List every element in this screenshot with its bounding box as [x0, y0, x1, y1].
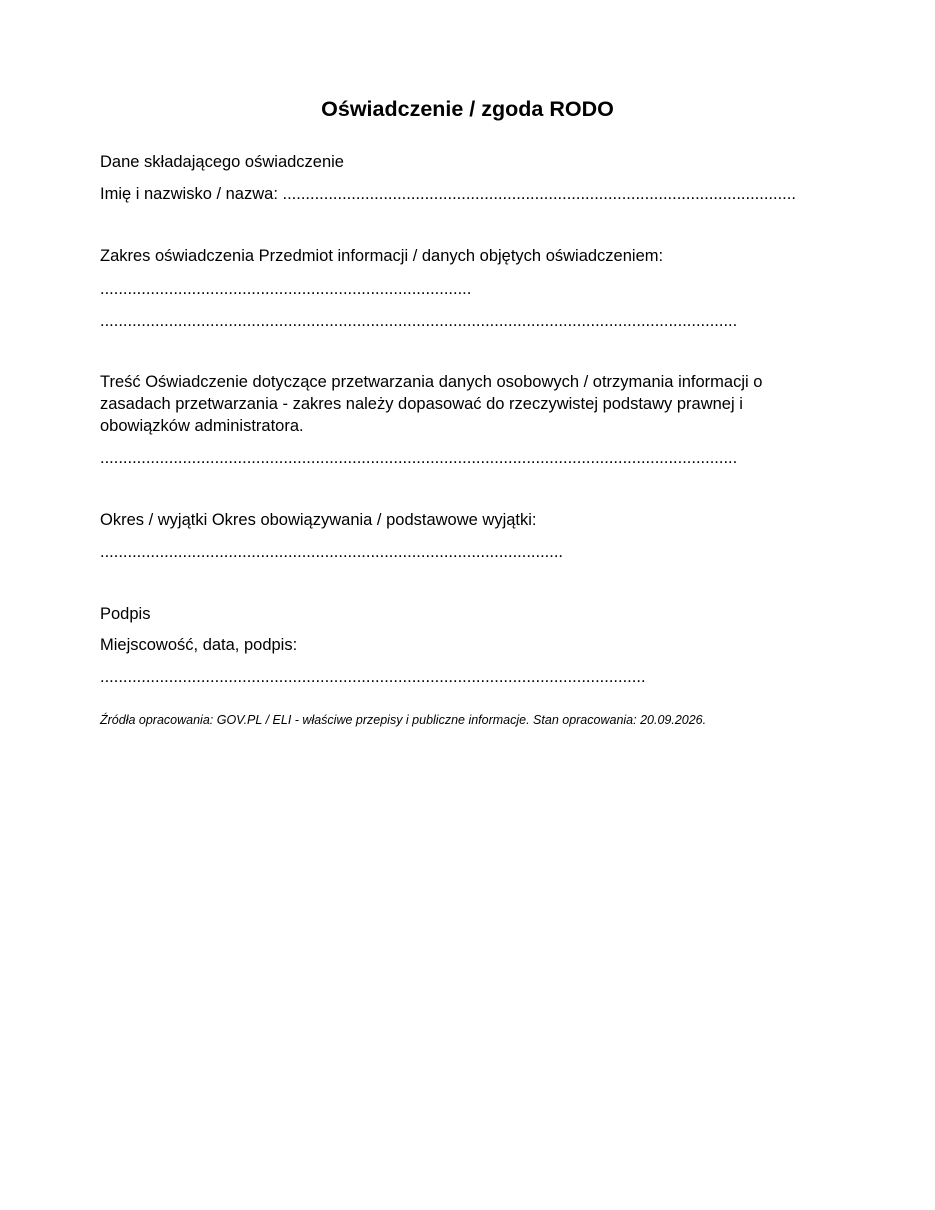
content-dots-line: ........................................................................................................................................... — [100, 449, 738, 467]
scope-dots-line-1: ................................................................................. — [100, 280, 472, 298]
name-field-line: Imię i nazwisko / nazwa: ................................................................................................................ — [100, 185, 796, 203]
signature-dots-line: ....................................................................................................................... — [100, 668, 646, 686]
content-paragraph: Treść Oświadczenie dotyczące przetwarzania danych osobowych / otrzymania informacji o zasadach przetwarzania - zakres należy dopasować do rzeczywistej podstawy prawnej i obowiązków administratora. — [100, 373, 763, 435]
party-heading: Dane składającego oświadczenie — [100, 153, 344, 171]
signature-heading: Podpis — [100, 605, 151, 623]
period-heading: Okres / wyjątki Okres obowiązywania / podstawowe wyjątki: — [100, 511, 537, 529]
sources-footnote: Źródła opracowania: GOV.PL / ELI - właściwe przepisy i publiczne informacje. Stan opracowania: 20.09.2026. — [100, 713, 707, 727]
period-dots-line: ..................................................................................................... — [100, 543, 564, 561]
document-title: Oświadczenie / zgoda RODO — [321, 97, 614, 121]
scope-dots-line-2: ........................................................................................................................................... — [100, 312, 738, 330]
signature-label: Miejscowość, data, podpis: — [100, 636, 298, 654]
scope-heading: Zakres oświadczenia Przedmiot informacji / danych objętych oświadczeniem: — [100, 247, 664, 265]
